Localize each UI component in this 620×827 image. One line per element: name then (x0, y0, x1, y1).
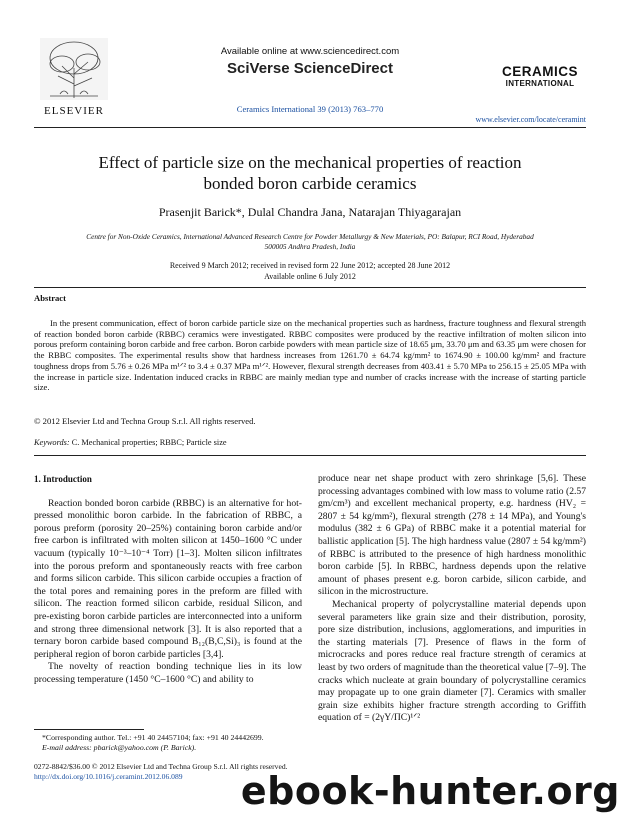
journal-logo-line2: INTERNATIONAL (505, 79, 575, 88)
elsevier-logo (40, 38, 108, 117)
journal-logo-line1: CERAMICS (501, 64, 578, 79)
abstract-heading: Abstract (34, 293, 66, 303)
right-column (318, 473, 586, 725)
elsevier-tree-icon (40, 38, 108, 100)
footnote-rule (34, 729, 144, 730)
intro-paragraph-2: The novelty of reaction bonding technique lies in its low processing temperature (1450 °C–1600 °C) and ability to (34, 661, 302, 685)
article-title (30, 152, 590, 194)
left-column (34, 473, 302, 687)
affiliation (34, 232, 586, 252)
abstract-copyright: © 2012 Elsevier Ltd and Techna Group S.r.l. All rights reserved. (34, 416, 256, 426)
journal-citation[interactable]: Ceramics International 39 (2013) 763–770 (236, 104, 384, 114)
abstract-text: In the present communication, effect of boron carbide particle size on the mechanical properties such as hardness, fracture toughness and flexural strength of reaction bonded boron carbide (RBBC) ceramics were investigated. RBBC composites were produced by the reactive infiltration of molten silicon into porous preform containing boron carbide and free carbon. Boron carbide powders with mean particle size of 18.65 μm, 33.70 μm and 63.35 μm were chosen for the RBBC composites. The experimental results show that hardness increases from 1261.70 ± 64.74 kg/mm² to 1674.90 ± 100.00 kg/mm² and fracture toughness drops from 5.76 ± 0.26 MPa m¹ᐟ² to 3.4 ± 0.37 MPa m¹ᐟ². However, flexural strength decreases from 403.41 ± 5.70 MPa to 256.15 ± 25.05 MPa with the increase in particle size. Indentation induced cracks in RBBC are mainly median type and number of cracks increase with the increase of starting particle size. (34, 318, 586, 393)
journal-logo (492, 66, 588, 90)
abstract-top-rule (34, 287, 586, 288)
publisher-name: ELSEVIER (44, 105, 104, 117)
available-online-date: Available online 6 July 2012 (264, 271, 356, 281)
affiliation-line-1: Centre for Non-Oxide Ceramics, International Advanced Research Centre for Powder Metallurgy & New Materials, PO: Balapur, RCI Road, Hyderabad (86, 232, 534, 241)
corresponding-author: *Corresponding author. Tel.: +91 40 24457104; fax: +91 40 24442699. (42, 733, 264, 742)
footer-issn: 0272-8842/$36.00 © 2012 Elsevier Ltd and Techna Group S.r.l. All rights reserved. (34, 762, 288, 771)
abstract-bottom-rule (34, 455, 586, 456)
sciverse-logo: SciVerse ScienceDirect (227, 60, 393, 77)
footer-doi[interactable]: http://dx.doi.org/10.1016/j.ceramint.2012.06.089 (34, 772, 183, 781)
intro-paragraph-3: produce near net shape product with zero shrinkage [5,6]. These processing advantages combined with low mass to volume ratio (2.57 gm/cm³) and excellent mechanical property, e.g. hardness (HV₂ = 2807 ± 54 kg/mm²), flexural strength (278 ± 14 MPa), and Young's modulus (382 ± 6 GPa) of RBBC make it a potential material for ballistic application [5]. The high hardness value (2807 ± 54 kg/mm²) of RBBC is attributed to the presence of high hardness monolithic boron carbide [5]. In RBBC, hardness depends upon the relative amount of phases present e.g. boron carbide, silicon carbide, and silicon in the microstructure. (318, 473, 586, 598)
header-rule (34, 127, 586, 128)
section-heading-introduction: 1. Introduction (34, 474, 92, 484)
affiliation-line-2: 500005 Andhra Pradesh, India (264, 242, 356, 251)
journal-url[interactable]: www.elsevier.com/locate/ceramint (475, 115, 586, 124)
author-email[interactable]: E-mail address: pbarick@yahoo.com (P. Barick). (42, 743, 197, 752)
keywords-label: Keywords: (34, 438, 70, 447)
footnote (34, 733, 302, 753)
article-history (34, 261, 586, 282)
keywords (34, 438, 227, 447)
available-online: Available online at www.sciencedirect.com (220, 46, 400, 57)
title-line-1: Effect of particle size on the mechanical properties of reaction (98, 153, 522, 172)
keywords-list: C. Mechanical properties; RBBC; Particle size (69, 438, 227, 447)
intro-paragraph-1: Reaction bonded boron carbide (RBBC) is an alternative for hot-pressed monolithic boron carbide. In the fabrication of RBBC, a porous preform (porosity 20–25%) containing boron carbide and/or free carbon is infiltrated with molten silicon at 1450–1600 °C under vacuum (typically 10⁻³–10⁻⁴ Torr) [1–3]. Molten silicon infiltrates into the porous preform and spontaneously reacts with free carbon and forms silicon carbide. This silicon carbide occupies a fraction of the total pores and remaining pores in the preform are filled with silicon. The reaction formed silicon carbide, residual Silicon, and pre-existing boron carbide particles are interconnected into a uniform and strong three dimensional network [3]. It is also reported that a ternary boron carbide based compound B₁₂(B,C,Si)₃ is found at the peripheral region of boron carbide particles [3,4]. (34, 497, 302, 660)
intro-paragraph-4: Mechanical property of polycrystalline material depends upon several parameters like grain size and their distribution, porosity, pore size distribution, inclusions, agglomerations, and impurities in the starting materials [7]. Presence of flaws in the form of microcracks and pores reduce real fracture strength of ceramics at least by two orders of magnitude than the theoretical value [7–9]. The cracks which nucleate at grain boundary of polycrystalline ceramics may propagate up to one grain diameter [7]. Ceramics with smaller grain size exhibits higher fracture strength according to Griffith equation σf = (2γY/ΠC)¹ᐟ² (318, 598, 586, 724)
watermark: ebook-hunter.org (240, 769, 620, 813)
received-dates: Received 9 March 2012; received in revised form 22 June 2012; accepted 28 June 2012 (169, 261, 451, 270)
title-line-2: bonded boron carbide ceramics (203, 174, 417, 193)
authors: Prasenjit Barick*, Dulal Chandra Jana, Natarajan Thiyagarajan (158, 205, 462, 219)
